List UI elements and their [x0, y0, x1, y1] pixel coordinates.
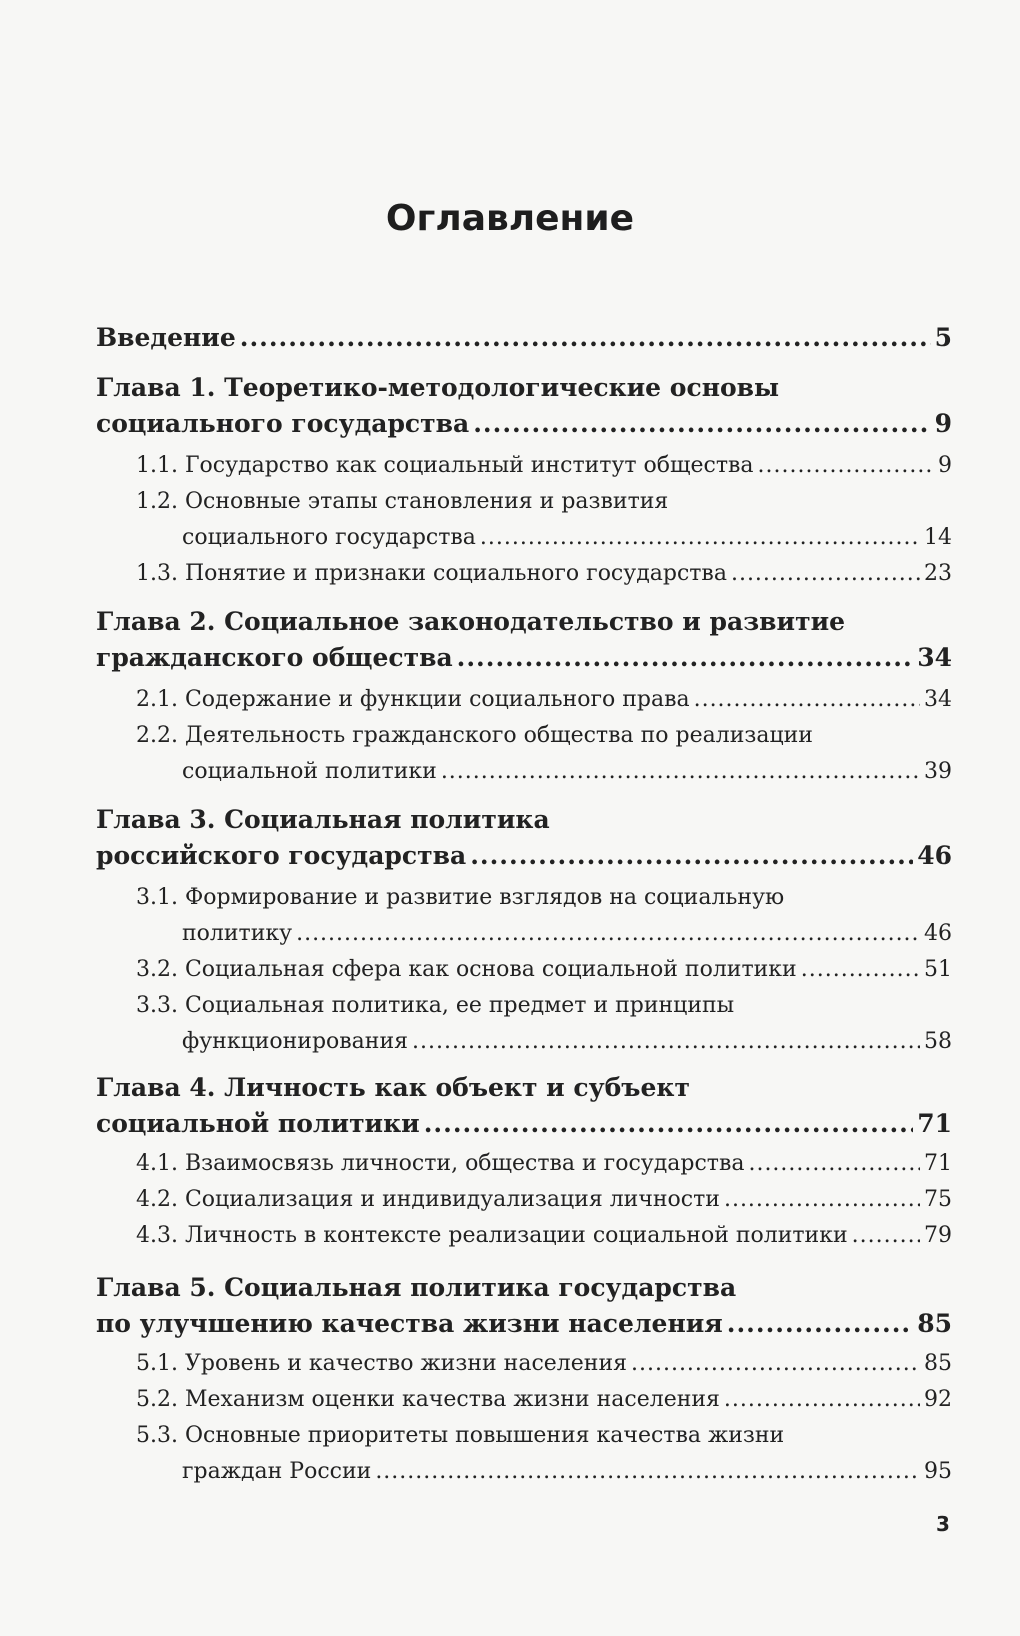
toc-section-3-3 [96, 988, 952, 1060]
section-title: 5.2. Механизм оценки качества жизни населения [136, 1387, 720, 1412]
section-title: 4.3. Личность в контексте реализации социальной политики [136, 1223, 848, 1248]
chapter-title-line: Глава 3. Социальная политика [96, 805, 550, 834]
dot-leader [296, 916, 920, 952]
chapter-page: 46 [917, 841, 952, 870]
chapter-title-line: российского государства [96, 841, 467, 870]
toc-section-5-2 [96, 1382, 952, 1418]
section-title: 1.1. Государство как социальный институт общества [136, 453, 754, 478]
section-page: 14 [924, 525, 952, 550]
dot-leader [473, 406, 930, 442]
toc-chapter-2 [96, 604, 952, 676]
section-page: 46 [924, 921, 952, 946]
section-title: 3.1. Формирование и развитие взглядов на социальную [136, 885, 785, 910]
section-page: 34 [924, 687, 952, 712]
dot-leader [694, 682, 920, 718]
section-page: 9 [938, 453, 952, 478]
toc-section-2-1 [96, 682, 952, 718]
dot-leader [631, 1346, 920, 1382]
dot-leader [457, 640, 914, 676]
toc-chapter-1 [96, 370, 952, 442]
section-title: функционирования [182, 1029, 408, 1054]
toc-section-4-1 [96, 1146, 952, 1182]
dot-leader [441, 754, 920, 790]
toc-section-5-1 [96, 1346, 952, 1382]
section-title: 5.1. Уровень и качество жизни населения [136, 1351, 627, 1376]
toc-section-3-2 [96, 952, 952, 988]
section-title: 4.2. Социализация и индивидуализация личности [136, 1187, 720, 1212]
page-number: 3 [936, 1512, 950, 1536]
section-title: 4.1. Взаимосвязь личности, общества и государства [136, 1151, 745, 1176]
dot-leader [724, 1182, 920, 1218]
toc-section-1-3 [96, 556, 952, 592]
section-page: 79 [924, 1223, 952, 1248]
dot-leader [240, 320, 931, 356]
toc-chapter-4 [96, 1070, 952, 1142]
section-page: 92 [924, 1387, 952, 1412]
chapter-title-line: Глава 5. Социальная политика государства [96, 1273, 737, 1302]
dot-leader [852, 1218, 920, 1254]
section-title: политику [182, 921, 293, 946]
section-title: 1.2. Основные этапы становления и развития [136, 489, 669, 514]
dot-leader [470, 838, 913, 874]
toc-section-1-1 [96, 448, 952, 484]
dot-leader [412, 1024, 920, 1060]
dot-leader [758, 448, 934, 484]
dot-leader [424, 1106, 914, 1142]
dot-leader [801, 952, 920, 988]
section-page: 58 [924, 1029, 952, 1054]
toc-section-2-2 [96, 718, 952, 790]
toc-section-1-2 [96, 484, 952, 556]
toc-section-3-1 [96, 880, 952, 952]
section-page: 75 [924, 1187, 952, 1212]
section-title: 3.3. Социальная политика, ее предмет и принципы [136, 993, 735, 1018]
chapter-page: 71 [917, 1109, 952, 1138]
toc-section-4-3 [96, 1218, 952, 1254]
toc-chapter-5 [96, 1270, 952, 1342]
toc-chapter-3 [96, 802, 952, 874]
chapter-title-line: гражданского общества [96, 643, 453, 672]
section-page: 51 [924, 957, 952, 982]
dot-leader [731, 556, 920, 592]
section-page: 71 [924, 1151, 952, 1176]
section-title: социальной политики [182, 759, 437, 784]
chapter-title-line: социального государства [96, 409, 470, 438]
chapter-page: 9 [934, 409, 952, 438]
chapter-page: 85 [917, 1309, 952, 1338]
toc-entry-intro [96, 320, 952, 356]
dot-leader [727, 1306, 913, 1342]
section-page: 95 [924, 1459, 952, 1484]
section-title: социального государства [182, 525, 476, 550]
chapter-title-line: Глава 1. Теоретико-методологические основы [96, 373, 780, 402]
section-page: 85 [924, 1351, 952, 1376]
chapter-title-line: по улучшению качества жизни населения [96, 1309, 723, 1338]
section-title: граждан России [182, 1459, 372, 1484]
chapter-page: 34 [917, 643, 952, 672]
chapter-title-line: социальной политики [96, 1109, 420, 1138]
section-title: 2.1. Содержание и функции социального права [136, 687, 690, 712]
section-title: 1.3. Понятие и признаки социального государства [136, 561, 727, 586]
toc-section-4-2 [96, 1182, 952, 1218]
chapter-title-line: Глава 2. Социальное законодательство и развитие [96, 607, 846, 636]
page-title: Оглавление [385, 198, 635, 239]
section-title: 5.3. Основные приоритеты повышения качества жизни [136, 1423, 785, 1448]
dot-leader [748, 1146, 920, 1182]
entry-page: 5 [934, 323, 952, 352]
chapter-title-line: Глава 4. Личность как объект и субъект [96, 1073, 690, 1102]
section-page: 39 [924, 759, 952, 784]
dot-leader [724, 1382, 920, 1418]
section-page: 23 [924, 561, 952, 586]
entry-title: Введение [96, 323, 236, 352]
dot-leader [375, 1454, 920, 1490]
toc-section-5-3 [96, 1418, 952, 1490]
section-title: 2.2. Деятельность гражданского общества по реализации [136, 723, 813, 748]
dot-leader [480, 520, 920, 556]
section-title: 3.2. Социальная сфера как основа социальной политики [136, 957, 797, 982]
